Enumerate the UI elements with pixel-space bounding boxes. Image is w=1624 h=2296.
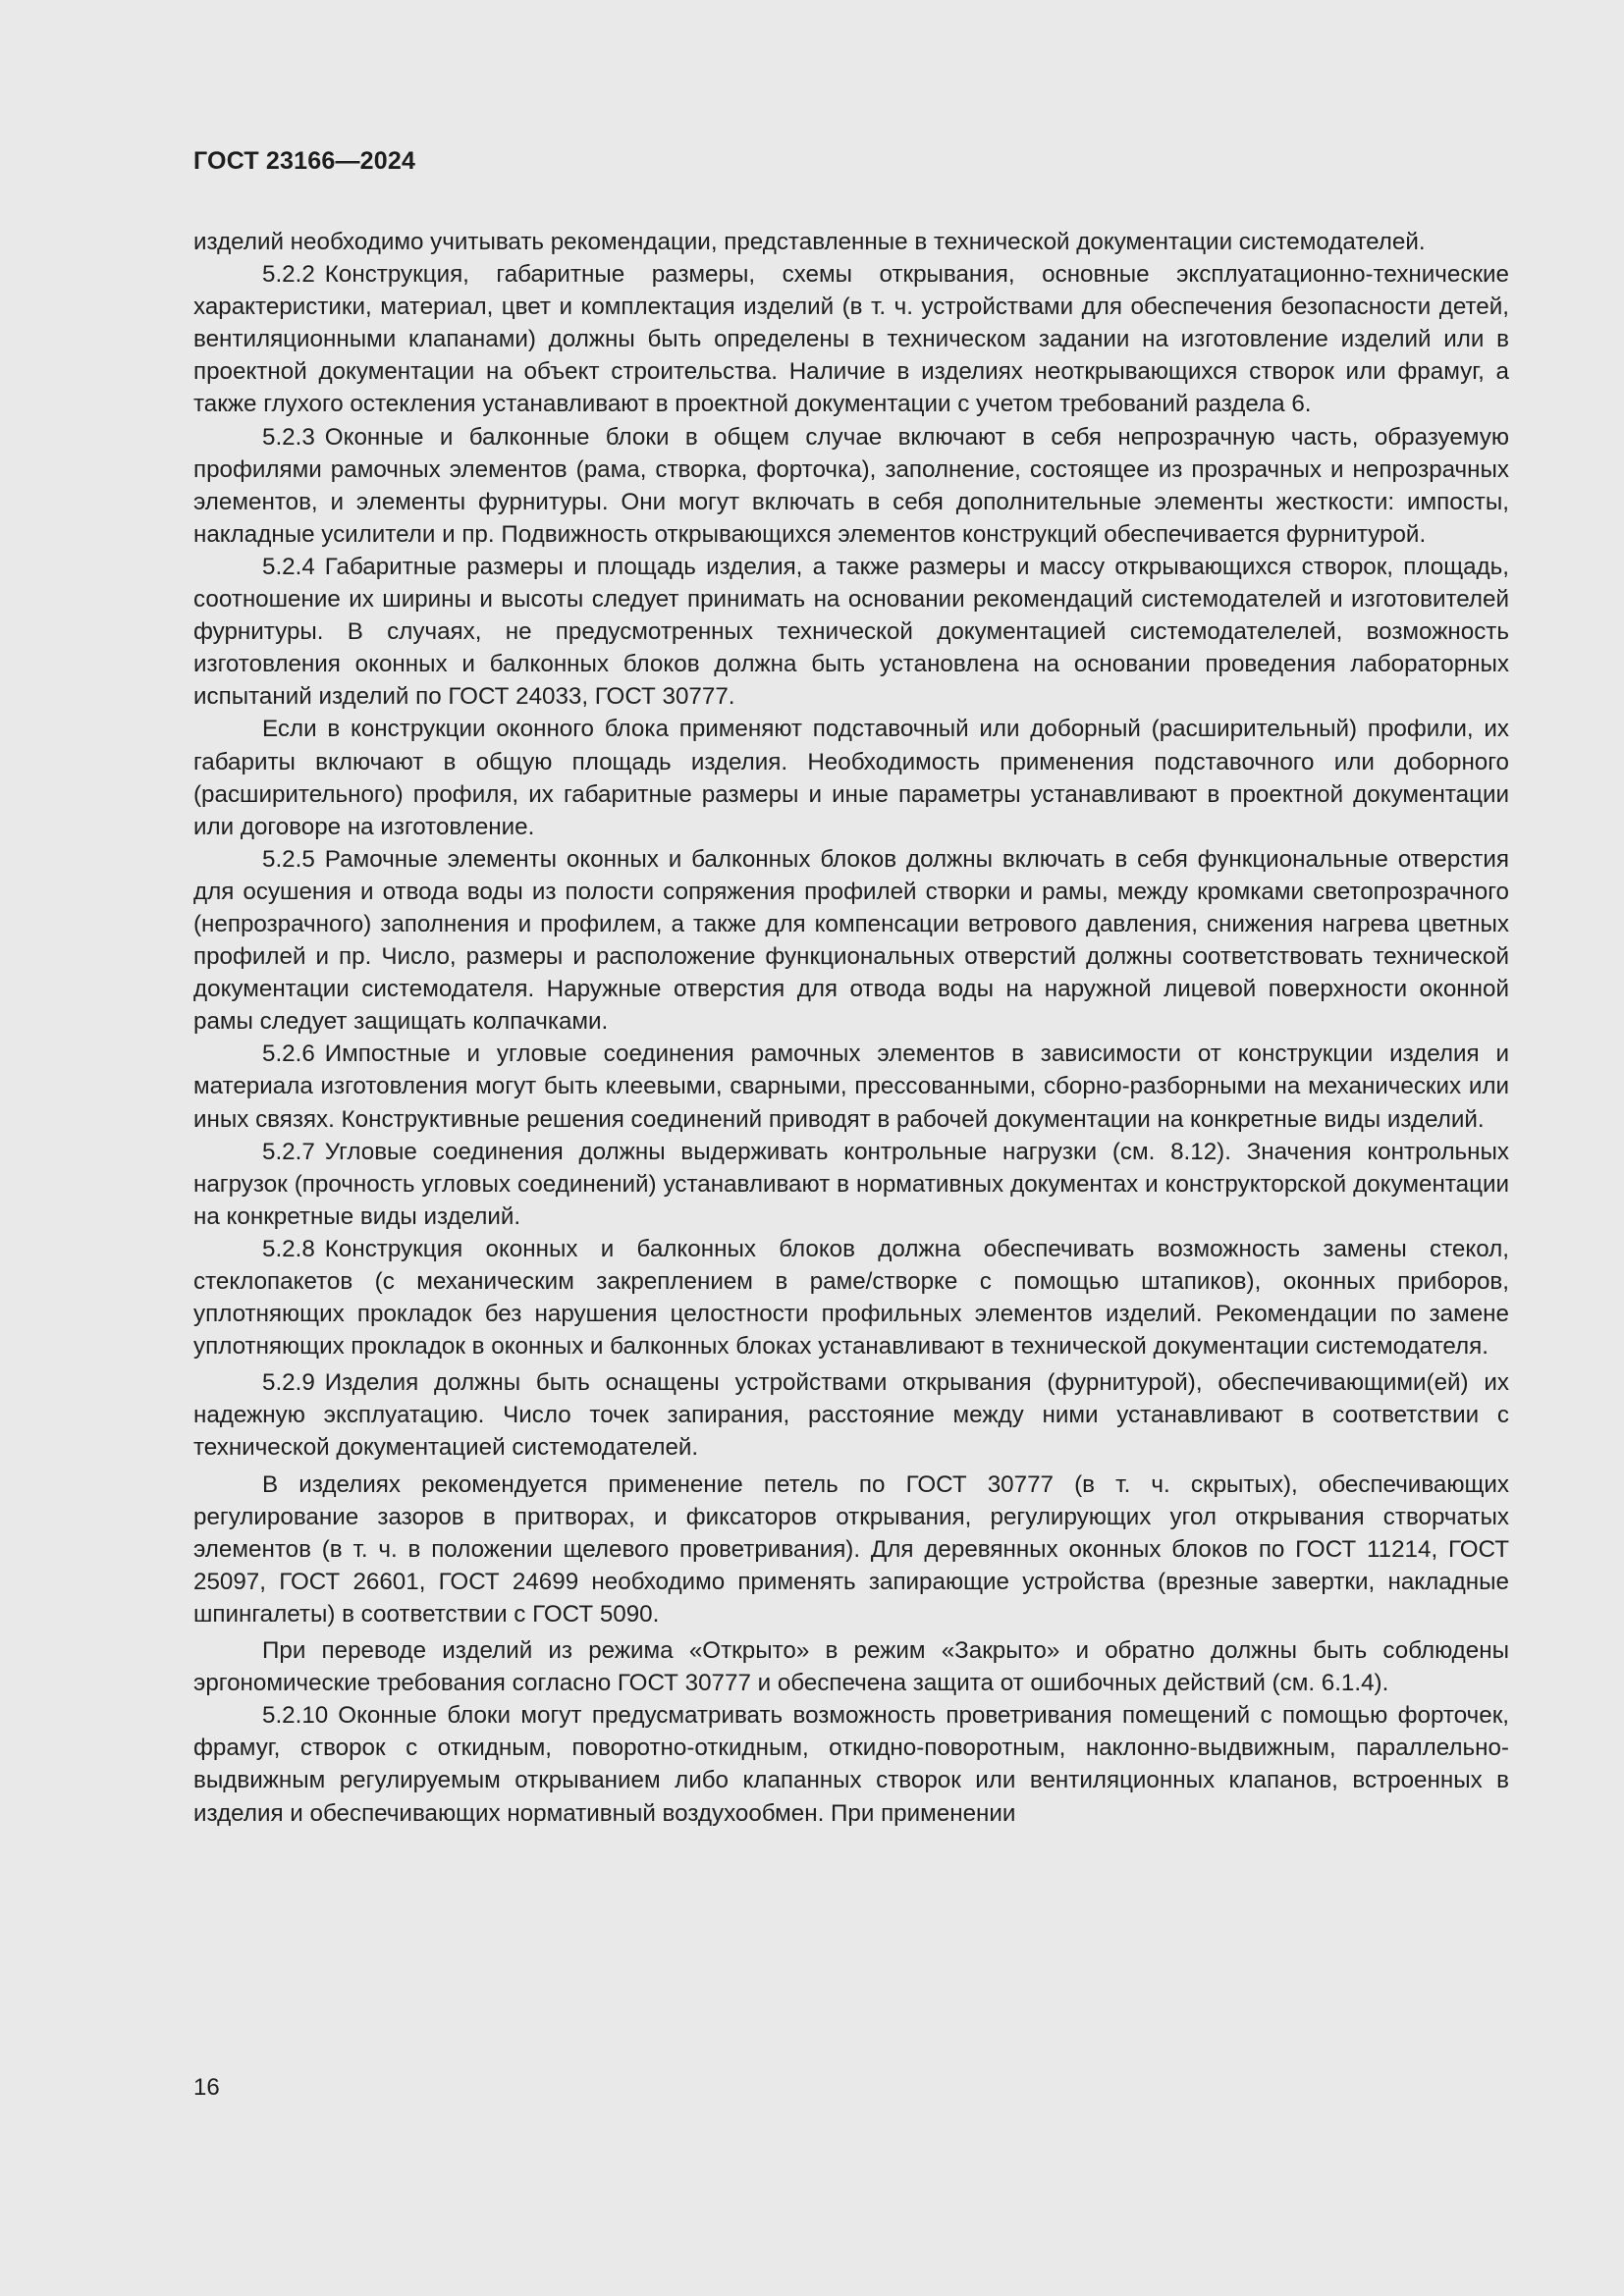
clause-5-2-6 [193,1038,1509,1135]
paragraph-text: Конструкция, габаритные размеры, схемы открывания, основные эксплуатационно-технические характеристики, материал, цвет и комплектация изделий (в т. ч. устройствами для обеспечения безопасности детей, вентиляционными клапанами) должны быть определены в техническом задании на изготовление изделий или в проектной документации на объект строительства. Наличие в изделиях неоткрывающихся створок или фрамуг, а также глухого остекления устанавливают в проектной документации с учетом требований раздела 6. [193,261,1509,418]
paragraph-text: При переводе изделий из режима «Открыто» в режим «Закрыто» и обратно должны быть соблюдены эргономические требования согласно ГОСТ 30777 и обеспечена защита от ошибочных действий (см. 6.1.4). [193,1637,1509,1697]
clause-number: 5.2.2 [262,261,315,289]
clause-5-2-2 [193,258,1509,420]
clause-5-2-7 [193,1136,1509,1233]
page-number: 16 [193,2074,220,2101]
clause-number: 5.2.8 [262,1235,315,1262]
clause-5-2-5 [193,843,1509,1039]
paragraph-text: Рамочные элементы оконных и балконных блоков должны включать в себя функциональные отверстия для осушения и отвода воды из полости сопряжения профилей створки и рамы, между кромками светопрозрачного (непрозрачного) заполнения и профилем, а также для компенсации ветрового давления, снижения нагрева цветных профилей и пр. Число, размеры и расположение функциональных отверстий должны соответствовать технической документации системодателя. Наружные отверстия для отвода воды на наружной лицевой поверхности оконной рамы следует защищать колпачками. [193,845,1509,1036]
paragraph-text: Конструкция оконных и балконных блоков должна обеспечивать возможность замены стекол, стеклопакетов (с механическим закреплением в раме/створке с помощью штапиков), оконных приборов, уплотняющих прокладок без нарушения целостности профильных элементов изделий. Рекомендации по замене уплотняющих прокладок в оконных и балконных блоках устанавливают в технической документации системодателя. [193,1235,1509,1361]
paragraph [193,1634,1509,1699]
clause-number: 5.2.5 [262,845,315,873]
clause-number: 5.2.3 [262,423,315,451]
paragraph-text: Габаритные размеры и площадь изделия, а также размеры и массу открывающихся створок, площадь, соотношение их ширины и высоты следует принимать на основании рекомендаций системодателей и изготовителей фурнитуры. В случаях, не предусмотренных технической документацией системодателелей, возможность изготовления оконных и балконных блоков должна быть установлена на основании проведения лабораторных испытаний изделий по ГОСТ 24033, ГОСТ 30777. [193,553,1509,711]
clause-number: 5.2.10 [262,1702,329,1730]
paragraph-text: изделий необходимо учитывать рекомендации, представленные в технической документации системодателей. [193,229,1426,255]
clause-5-2-8 [193,1233,1509,1362]
document-body [193,226,1509,1830]
paragraph [193,713,1509,842]
paragraph-text: Если в конструкции оконного блока применяют подставочный или доборный (расширительный) профили, их габариты включают в общую площадь изделия. Необходимость применения подставочного или доборного (расширительного) профиля, их габаритные размеры и иные параметры устанавливают в проектной документации или договоре на изготовление. [193,716,1509,840]
clause-5-2-4 [193,551,1509,713]
paragraph-text: Изделия должны быть оснащены устройствами открывания (фурнитурой), обеспечивающими(ей) их надежную эксплуатацию. Число точек запирания, расстояние между ними устанавливают в соответствии с технической документацией системодателей. [193,1369,1509,1462]
clause-number: 5.2.6 [262,1041,315,1068]
paragraph-text: Угловые соединения должны выдерживать контрольные нагрузки (см. 8.12). Значения контрольных нагрузок (прочность угловых соединений) устанавливают в нормативных документах и конструкторской документации на конкретные виды изделий. [193,1138,1509,1230]
paragraph-text: Импостные и угловые соединения рамочных элементов в зависимости от конструкции изделия и материала изготовления могут быть клеевыми, сварными, прессованными, сборно-разборными на механических или иных связях. Конструктивные решения соединений приводят в рабочей документации на конкретные виды изделий. [193,1041,1509,1133]
paragraph-text: В изделиях рекомендуется применение петель по ГОСТ 30777 (в т. ч. скрытых), обеспечивающих регулирование зазоров в притворах, и фиксаторов открывания, регулирующих угол открывания створчатых элементов (в т. ч. в положении щелевого проветривания). Для деревянных оконных блоков по ГОСТ 11214, ГОСТ 25097, ГОСТ 26601, ГОСТ 24699 необходимо применять запирающие устройства (врезные завертки, накладные шпингалеты) в соответствии с ГОСТ 5090. [193,1470,1509,1628]
paragraph-text: Оконные и балконные блоки в общем случае включают в себя непрозрачную часть, образуемую профилями рамочных элементов (рама, створка, форточка), заполнение, состоящее из прозрачных и непрозрачных элементов, и элементы фурнитуры. Они могут включать в себя дополнительные элементы жесткости: импосты, накладные усилители и пр. Подвижность открывающихся элементов конструкций обеспечивается фурнитурой. [193,423,1509,548]
clause-number: 5.2.9 [262,1369,315,1397]
paragraph-text: Оконные блоки могут предусматривать возможность проветривания помещений с помощью форточек, фрамуг, створок с откидным, поворотно-откидным, откидно-поворотным, наклонно-выдвижным, параллельно-выдвижным регулируемым открыванием либо клапанных створок или вентиляционных клапанов, встроенных в изделия и обеспечивающих нормативный воздухообмен. При применении [193,1702,1509,1827]
paragraph [193,1468,1509,1630]
clause-5-2-3 [193,421,1509,551]
clause-number: 5.2.4 [262,553,315,580]
paragraph-continued [193,226,1509,258]
document-header: ГОСТ 23166—2024 [193,147,416,175]
clause-5-2-10 [193,1699,1509,1829]
clause-5-2-9 [193,1366,1509,1464]
clause-number: 5.2.7 [262,1138,315,1165]
